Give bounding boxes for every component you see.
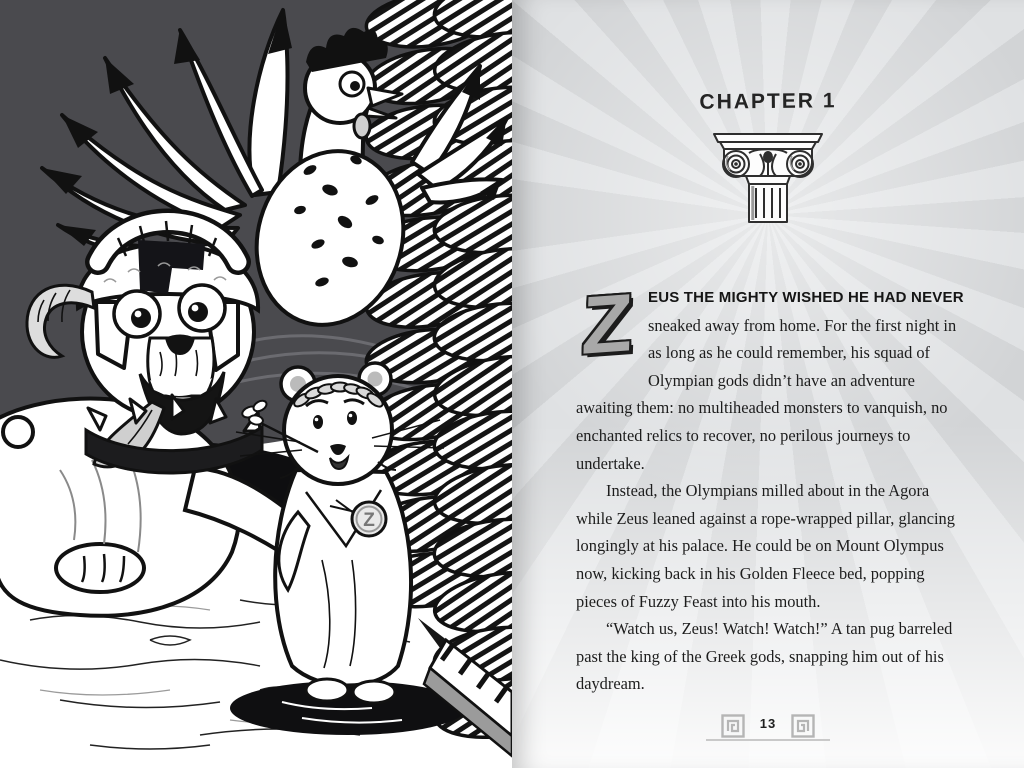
- text-page: [512, 0, 1024, 768]
- ionic-column-icon: [708, 126, 828, 235]
- medallion-letter: Z: [363, 510, 375, 531]
- dropcap-z: Z: [580, 277, 634, 372]
- paragraph-1-text: sneaked away from home. For the first night in as long as he could remember, his squad of Olympian gods didn’t have an adventure awaiting them: no multiheaded monsters to vanquish, no enchanted relics to recover, no perilous journeys to undertake.: [576, 315, 957, 473]
- page-number: 13: [759, 715, 777, 731]
- page-footer: [512, 714, 1024, 738]
- paragraph-1: [576, 277, 968, 477]
- footer-rule: [706, 739, 830, 741]
- chapter-title: CHAPTER 1: [699, 89, 837, 114]
- greek-key-icon: [721, 714, 745, 738]
- paragraph-3: “Watch us, Zeus! Watch! Watch!” A tan pug barreled past the king of the Greek gods, snapping him out of his daydream.: [576, 619, 953, 694]
- lead-bold-text: EUS THE MIGHTY WISHED HE HAD NEVER: [648, 289, 964, 306]
- paragraph-2: Instead, the Olympians milled about in the Agora while Zeus leaned against a rope-wrapped pillar, glancing longingly at his palace. He could be on Mount Olympus now, kicking back in his Golden Fleece bed, popping pieces of Fuzzy Feast into his mouth.: [576, 481, 955, 611]
- chapter-text: [576, 277, 968, 698]
- greek-key-icon: [791, 714, 815, 738]
